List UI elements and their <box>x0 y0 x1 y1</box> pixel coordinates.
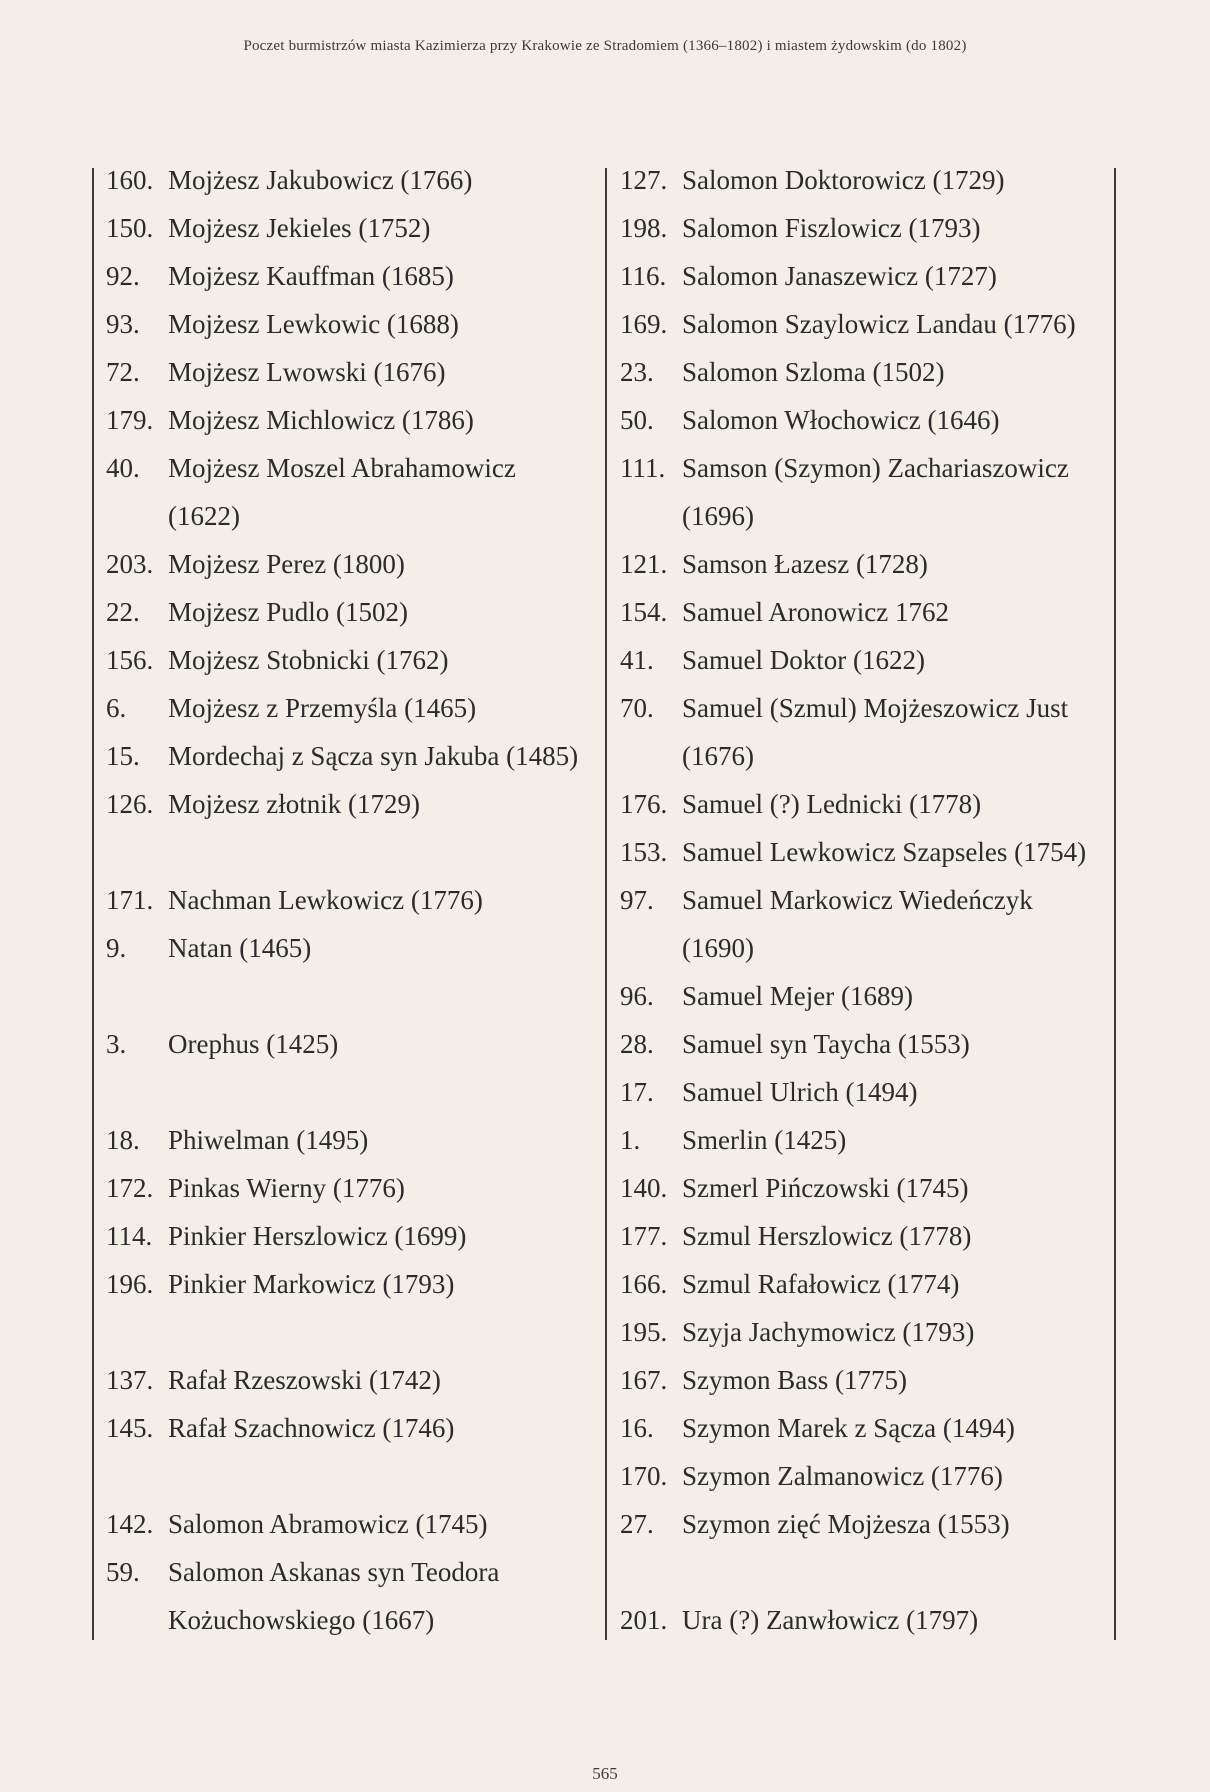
entry-name: Mojżesz Kauffman (1685) <box>168 261 454 291</box>
entry-name: Pinkier Markowicz (1793) <box>168 1269 455 1299</box>
entry-number <box>620 732 682 780</box>
index-entry <box>106 636 601 684</box>
index-entry <box>106 444 601 492</box>
index-entry <box>620 204 1110 252</box>
entry-number: 1. <box>620 1125 641 1155</box>
index-entry <box>620 972 1110 1020</box>
index-entry <box>106 1260 601 1308</box>
index-entry <box>620 1404 1110 1452</box>
entry-number: 114. <box>106 1221 153 1251</box>
entry-name: Samson (Szymon) Zachariaszowicz <box>682 453 1069 483</box>
entry-name: Mojżesz Jekieles (1752) <box>168 213 431 243</box>
index-entry <box>620 780 1110 828</box>
entry-name <box>682 1548 1110 1596</box>
entry-name: Smerlin (1425) <box>682 1125 847 1155</box>
entry-name: Mojżesz z Przemyśla (1465) <box>168 693 477 723</box>
entry-number <box>106 828 168 876</box>
entry-name: Salomon Szaylowicz Landau (1776) <box>682 309 1076 339</box>
entry-name: Szymon Zalmanowicz (1776) <box>682 1461 1003 1491</box>
index-entry <box>620 300 1110 348</box>
index-entry <box>106 1020 601 1068</box>
entry-name: Mojżesz Jakubowicz (1766) <box>168 165 473 195</box>
index-entry <box>106 1212 601 1260</box>
entry-number: 172. <box>106 1173 154 1203</box>
index-entry <box>620 1212 1110 1260</box>
index-entry <box>620 588 1110 636</box>
index-entry <box>620 684 1110 732</box>
entry-number: 140. <box>620 1173 668 1203</box>
entry-name: Natan (1465) <box>168 933 312 963</box>
index-entry <box>620 732 1110 780</box>
index-entry <box>620 1500 1110 1548</box>
entry-name: Salomon Włochowicz (1646) <box>682 405 1000 435</box>
index-entry <box>620 492 1110 540</box>
entry-name: Szymon Bass (1775) <box>682 1365 907 1395</box>
index-entry <box>106 1596 601 1644</box>
index-entry <box>106 1116 601 1164</box>
entry-name: Kożuchowskiego (1667) <box>168 1605 435 1635</box>
entry-name: Samuel (Szmul) Mojżeszowicz Just <box>682 693 1069 723</box>
entry-number: 121. <box>620 549 668 579</box>
entry-name: Samson Łazesz (1728) <box>682 549 928 579</box>
entry-name: Orephus (1425) <box>168 1029 339 1059</box>
entry-name: Szmul Herszlowicz (1778) <box>682 1221 972 1251</box>
entry-number: 50. <box>620 405 654 435</box>
entry-name: Mojżesz Lewkowic (1688) <box>168 309 459 339</box>
entry-number: 153. <box>620 837 668 867</box>
index-entry <box>620 348 1110 396</box>
entry-number <box>106 492 168 540</box>
index-entry <box>106 924 601 972</box>
entry-number: 154. <box>620 597 668 627</box>
entry-number <box>620 492 682 540</box>
entry-number <box>106 972 168 1020</box>
entry-number: 18. <box>106 1125 140 1155</box>
index-entry <box>620 444 1110 492</box>
entry-number: 116. <box>620 261 667 291</box>
index-entry <box>106 300 601 348</box>
entry-name: Mojżesz Stobnicki (1762) <box>168 645 449 675</box>
index-entry <box>106 252 601 300</box>
index-entry <box>106 1452 601 1500</box>
index-entry <box>106 876 601 924</box>
index-entry <box>620 876 1110 924</box>
right-index-column <box>620 156 1110 1644</box>
entry-number: 203. <box>106 549 154 579</box>
index-entry <box>620 1548 1110 1596</box>
entry-name: (1696) <box>682 501 754 531</box>
entry-name <box>168 1068 601 1116</box>
entry-number: 97. <box>620 885 654 915</box>
entry-number: 201. <box>620 1605 668 1635</box>
index-entry <box>106 1500 601 1548</box>
entry-name: Salomon Janaszewicz (1727) <box>682 261 997 291</box>
index-entry <box>106 348 601 396</box>
entry-name: Samuel Markowicz Wiedeńczyk <box>682 885 1033 915</box>
index-entry <box>106 828 601 876</box>
entry-number: 111. <box>620 453 666 483</box>
entry-number: 93. <box>106 309 140 339</box>
entry-number: 16. <box>620 1413 654 1443</box>
index-entry <box>106 492 601 540</box>
index-entry <box>106 1548 601 1596</box>
index-entry <box>620 1356 1110 1404</box>
entry-name: Mojżesz Pudlo (1502) <box>168 597 408 627</box>
entry-number: 9. <box>106 933 127 963</box>
index-entry <box>106 1164 601 1212</box>
entry-number: 22. <box>106 597 140 627</box>
right-column-rule <box>1114 168 1116 1640</box>
entry-number <box>106 1596 168 1644</box>
index-entry <box>620 636 1110 684</box>
index-entry <box>620 1116 1110 1164</box>
entry-name: Mojżesz Michlowicz (1786) <box>168 405 474 435</box>
entry-number: 126. <box>106 789 154 819</box>
entry-name: Mojżesz Moszel Abrahamowicz <box>168 453 516 483</box>
index-entry <box>620 396 1110 444</box>
entry-name: Szyja Jachymowicz (1793) <box>682 1317 975 1347</box>
index-entry <box>106 1356 601 1404</box>
index-entry <box>106 684 601 732</box>
entry-name: Samuel Doktor (1622) <box>682 645 925 675</box>
index-entry <box>106 156 601 204</box>
left-column-rule <box>92 168 94 1640</box>
entry-number: 176. <box>620 789 668 819</box>
entry-number: 127. <box>620 165 668 195</box>
entry-name <box>168 1308 601 1356</box>
entry-number: 59. <box>106 1557 140 1587</box>
entry-name <box>168 972 601 1020</box>
entry-number: 137. <box>106 1365 154 1395</box>
entry-number: 177. <box>620 1221 668 1251</box>
index-entry <box>106 540 601 588</box>
entry-number: 6. <box>106 693 127 723</box>
entry-name: Rafał Szachnowicz (1746) <box>168 1413 455 1443</box>
entry-number: 170. <box>620 1461 668 1491</box>
entry-name: Salomon Askanas syn Teodora <box>168 1557 500 1587</box>
entry-name: Mordechaj z Sącza syn Jakuba (1485) <box>168 741 579 771</box>
entry-number <box>106 1308 168 1356</box>
entry-number: 156. <box>106 645 154 675</box>
entry-name: Salomon Szloma (1502) <box>682 357 945 387</box>
index-entry <box>106 204 601 252</box>
index-entry <box>620 156 1110 204</box>
entry-name: Szmerl Pińczowski (1745) <box>682 1173 969 1203</box>
page-number: 565 <box>592 1764 618 1783</box>
entry-number: 23. <box>620 357 654 387</box>
entry-number: 70. <box>620 693 654 723</box>
entry-name: Samuel Ulrich (1494) <box>682 1077 918 1107</box>
index-entry <box>620 1068 1110 1116</box>
entry-number: 160. <box>106 165 154 195</box>
entry-number <box>106 1452 168 1500</box>
middle-column-rule <box>605 168 607 1640</box>
entry-name: (1622) <box>168 501 240 531</box>
entry-number: 3. <box>106 1029 127 1059</box>
entry-name: (1676) <box>682 741 754 771</box>
index-entry <box>620 924 1110 972</box>
index-entry <box>620 1452 1110 1500</box>
entry-number: 169. <box>620 309 668 339</box>
index-entry <box>620 828 1110 876</box>
entry-number <box>106 1068 168 1116</box>
index-entry <box>620 540 1110 588</box>
entry-number: 142. <box>106 1509 154 1539</box>
entry-name: Mojżesz złotnik (1729) <box>168 789 420 819</box>
entry-name: Pinkas Wierny (1776) <box>168 1173 405 1203</box>
running-header: Poczet burmistrzów miasta Kazimierza przy Krakowie ze Stradomiem (1366–1802) i miastem żydowskim (do 1802) <box>243 38 967 54</box>
entry-number: 145. <box>106 1413 154 1443</box>
entry-name: Samuel (?) Lednicki (1778) <box>682 789 982 819</box>
entry-number <box>620 924 682 972</box>
entry-number: 198. <box>620 213 668 243</box>
index-entry <box>106 972 601 1020</box>
entry-name <box>168 828 601 876</box>
entry-number: 166. <box>620 1269 668 1299</box>
entry-name: Pinkier Herszlowicz (1699) <box>168 1221 467 1251</box>
entry-name: Salomon Fiszlowicz (1793) <box>682 213 981 243</box>
entry-number: 17. <box>620 1077 654 1107</box>
entry-name: Ura (?) Zanwłowicz (1797) <box>682 1605 979 1635</box>
index-entry <box>620 1260 1110 1308</box>
index-entry <box>106 1068 601 1116</box>
entry-number: 40. <box>106 453 140 483</box>
entry-name: Samuel Mejer (1689) <box>682 981 913 1011</box>
entry-number: 195. <box>620 1317 668 1347</box>
entry-name <box>168 1452 601 1500</box>
index-entry <box>106 780 601 828</box>
index-entry <box>106 732 601 780</box>
entry-name: Nachman Lewkowicz (1776) <box>168 885 483 915</box>
entry-name: Salomon Abramowicz (1745) <box>168 1509 488 1539</box>
entry-name: Phiwelman (1495) <box>168 1125 369 1155</box>
entry-number: 27. <box>620 1509 654 1539</box>
index-entry <box>106 396 601 444</box>
entry-number: 41. <box>620 645 654 675</box>
entry-name: Mojżesz Perez (1800) <box>168 549 405 579</box>
entry-number <box>620 1548 682 1596</box>
index-entry <box>620 1308 1110 1356</box>
index-entry <box>106 1308 601 1356</box>
index-entry <box>106 1404 601 1452</box>
entry-name: Szymon zięć Mojżesza (1553) <box>682 1509 1010 1539</box>
entry-number: 96. <box>620 981 654 1011</box>
entry-number: 72. <box>106 357 140 387</box>
entry-number: 179. <box>106 405 154 435</box>
entry-number: 150. <box>106 213 154 243</box>
left-index-column <box>106 156 601 1644</box>
index-entry <box>106 588 601 636</box>
entry-number: 15. <box>106 741 140 771</box>
entry-number: 92. <box>106 261 140 291</box>
index-entry <box>620 252 1110 300</box>
index-entry <box>620 1020 1110 1068</box>
entry-number: 28. <box>620 1029 654 1059</box>
entry-name: Mojżesz Lwowski (1676) <box>168 357 446 387</box>
entry-number: 167. <box>620 1365 668 1395</box>
index-entry <box>620 1164 1110 1212</box>
entry-name: Szmul Rafałowicz (1774) <box>682 1269 960 1299</box>
entry-name: Samuel Aronowicz 1762 <box>682 597 949 627</box>
entry-number: 196. <box>106 1269 154 1299</box>
entry-name: Samuel syn Taycha (1553) <box>682 1029 970 1059</box>
index-entry <box>620 1596 1110 1644</box>
entry-name: Salomon Doktorowicz (1729) <box>682 165 1005 195</box>
entry-name: Rafał Rzeszowski (1742) <box>168 1365 441 1395</box>
entry-number: 171. <box>106 885 154 915</box>
entry-name: Samuel Lewkowicz Szapseles (1754) <box>682 837 1087 867</box>
entry-name: (1690) <box>682 933 754 963</box>
entry-name: Szymon Marek z Sącza (1494) <box>682 1413 1015 1443</box>
